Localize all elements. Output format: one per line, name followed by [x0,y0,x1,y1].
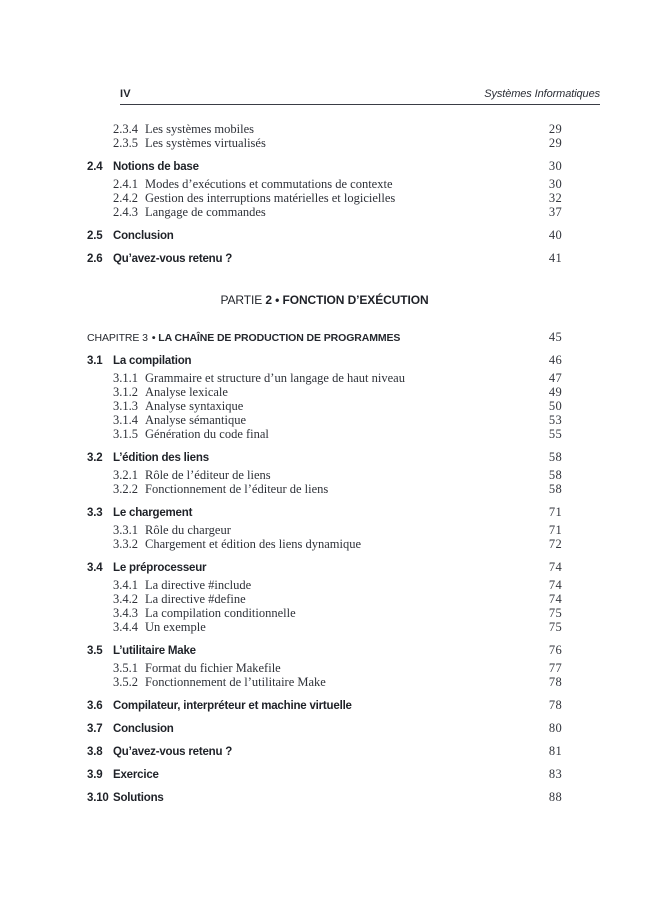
toc-row [87,721,562,735]
toc-entry-number: 3.3 [87,507,103,519]
toc-entry-title: Modes d’exécutions et commutations de contexte [145,177,393,191]
toc-row [87,399,562,413]
toc-entry-title: La directive #define [145,592,246,606]
toc-row [87,767,562,781]
toc-entry-page: 71 [548,505,562,519]
toc-entry-number: 3.1.3 [113,399,138,413]
toc-entry-title: Fonctionnement de l’utilitaire Make [145,675,326,689]
toc-entry-page: 55 [548,427,562,441]
toc-entry-page: 30 [548,159,562,173]
toc-entry-number: 3.10 [87,792,109,804]
toc-entry-number: 2.3.5 [113,136,138,150]
toc-entry-title: L’édition des liens [113,452,209,464]
toc-entry-number: 3.2 [87,452,103,464]
toc-entry-page: 47 [548,371,562,385]
toc-entry-page: 41 [548,251,562,265]
toc-row [87,606,562,620]
toc-row [87,371,562,385]
toc-entry-number: 3.1 [87,355,103,367]
toc-row [87,790,562,804]
toc-entry-title: Langage de commandes [145,205,266,219]
toc-entry-title: Solutions [113,792,164,804]
toc-entry-page: 88 [548,790,562,804]
toc-row [87,353,562,367]
toc-entry-title: Génération du code final [145,427,269,441]
toc-entry-title: Le préprocesseur [113,562,207,574]
toc-entry-title: Rôle de l’éditeur de liens [145,468,271,482]
toc-entry-title: Gestion des interruptions matérielles et logicielles [145,191,396,205]
toc-row [87,468,562,482]
toc-entry-page: 29 [548,122,562,136]
toc-entry-page: 76 [548,643,562,657]
toc-entry-number: 3.5.1 [113,661,138,675]
toc-entry-number: 2.6 [87,253,103,265]
toc-entry-title: Conclusion [113,230,174,242]
toc-row [87,698,562,712]
toc-entry-title: Exercice [113,769,159,781]
toc-entry-number: 3.9 [87,769,103,781]
toc-entry-number: 3.3.1 [113,523,138,537]
chapter-heading-label: CHAPITRE 3 [87,332,148,344]
toc-entry-title: Qu’avez-vous retenu ? [113,746,233,758]
toc-row [87,136,562,150]
toc-row [87,560,562,574]
toc-entry-title: Qu’avez-vous retenu ? [113,253,233,265]
toc-entry-title: Les systèmes mobiles [145,122,255,136]
toc-row [87,661,562,675]
toc-row [87,675,562,689]
toc-entry-number: 3.1.2 [113,385,138,399]
toc-entry-number: 2.4.2 [113,191,138,205]
toc-entry-number: 2.4.1 [113,177,138,191]
part-heading-title: 2 • FONCTION D’EXÉCUTION [262,293,429,307]
toc-row [87,251,562,265]
toc-entry-page: 49 [548,385,562,399]
toc-entry-page: 83 [548,767,562,781]
chapter-heading-title: • LA CHAÎNE DE PRODUCTION DE PROGRAMMES [151,332,401,344]
toc-row [87,643,562,657]
toc-entry-title: Un exemple [145,620,206,634]
toc-entry-number: 2.3.4 [113,122,138,136]
toc-entry-page: 81 [548,744,562,758]
toc-entry-page: 74 [548,578,562,592]
toc-entry-page: 37 [548,205,562,219]
toc-entry-number: 3.7 [87,723,103,735]
toc-row [87,385,562,399]
toc-row [87,537,562,551]
toc-entry-page: 74 [548,560,562,574]
toc-entry-page: 30 [548,177,562,191]
toc-entry-page: 50 [548,399,562,413]
toc-entry-title: Notions de base [113,161,199,173]
toc-entry-title: Conclusion [113,723,174,735]
toc-row [87,744,562,758]
toc-entry-page: 45 [548,330,562,344]
toc-entry-page: 32 [548,191,562,205]
toc-entry-number: 2.4 [87,161,103,173]
toc-entry-number: 2.4.3 [113,205,138,219]
toc-row [87,228,562,242]
toc-row [87,450,562,464]
toc-entry-page: 58 [548,482,562,496]
toc-row [87,578,562,592]
toc-entry-title: Analyse syntaxique [145,399,244,413]
toc-entry-number: 3.2.2 [113,482,138,496]
toc-entry-page: 74 [548,592,562,606]
part-heading [87,293,562,307]
toc-row [87,427,562,441]
toc-entry-page: 75 [548,606,562,620]
toc-entry-number: 3.6 [87,700,103,712]
toc-row [87,122,562,136]
toc-row [87,505,562,519]
toc-entry-page: 40 [548,228,562,242]
toc-entry-page: 46 [548,353,562,367]
toc-entry-page: 53 [548,413,562,427]
toc-row [87,413,562,427]
toc-entry-page: 72 [548,537,562,551]
toc-entry-page: 58 [548,468,562,482]
toc-entry-number: 3.1.5 [113,427,138,441]
toc-row [87,523,562,537]
toc-entry-number: 3.1.1 [113,371,138,385]
toc-entry-title: Chargement et édition des liens dynamique [145,537,362,551]
toc-entry-number: 3.4 [87,562,103,574]
toc-entry-title: Analyse sémantique [145,413,247,427]
toc-list [87,122,562,804]
toc-entry-number: 3.8 [87,746,103,758]
toc-entry-title: Fonctionnement de l’éditeur de liens [145,482,329,496]
toc-entry-number: 3.4.4 [113,620,138,634]
toc-entry-title: Rôle du chargeur [145,523,231,537]
toc-row [87,191,562,205]
toc-entry-title: La compilation conditionnelle [145,606,296,620]
page-header [120,88,600,105]
toc-row [87,177,562,191]
toc-entry-number: 3.1.4 [113,413,138,427]
toc-row [87,482,562,496]
toc-entry-number: 2.5 [87,230,103,242]
toc-entry-number: 3.4.1 [113,578,138,592]
toc-row [87,620,562,634]
toc-entry-page: 78 [548,698,562,712]
toc-entry-title: Les systèmes virtualisés [145,136,266,150]
part-heading-label: PARTIE [220,293,263,307]
toc-entry-title: Le chargement [113,507,193,519]
toc-row [87,205,562,219]
toc-entry-number: 3.4.2 [113,592,138,606]
running-title: Systèmes Informatiques [484,88,600,100]
toc-row [87,592,562,606]
toc-entry-page: 78 [548,675,562,689]
toc-entry-title: Compilateur, interpréteur et machine virtuelle [113,700,352,712]
toc-entry-title: Format du fichier Makefile [145,661,281,675]
toc-entry-number: 3.3.2 [113,537,138,551]
toc-entry-title: Grammaire et structure d’un langage de haut niveau [145,371,405,385]
folio-page-number: IV [120,88,131,100]
toc-entry-title: L’utilitaire Make [113,645,196,657]
toc-entry-title: La directive #include [145,578,252,592]
toc-entry-page: 75 [548,620,562,634]
toc-entry-page: 71 [548,523,562,537]
toc-entry-number: 3.5 [87,645,103,657]
toc-entry-page: 77 [548,661,562,675]
toc-entry-number: 3.2.1 [113,468,138,482]
toc-entry-title: Analyse lexicale [145,385,228,399]
toc-entry-page: 58 [548,450,562,464]
chapter-heading [87,330,562,344]
toc-entry-page: 29 [548,136,562,150]
toc-entry-number: 3.4.3 [113,606,138,620]
toc-entry-number: 3.5.2 [113,675,138,689]
toc-entry-page: 80 [548,721,562,735]
toc-entry-title: La compilation [113,355,192,367]
toc-row [87,159,562,173]
